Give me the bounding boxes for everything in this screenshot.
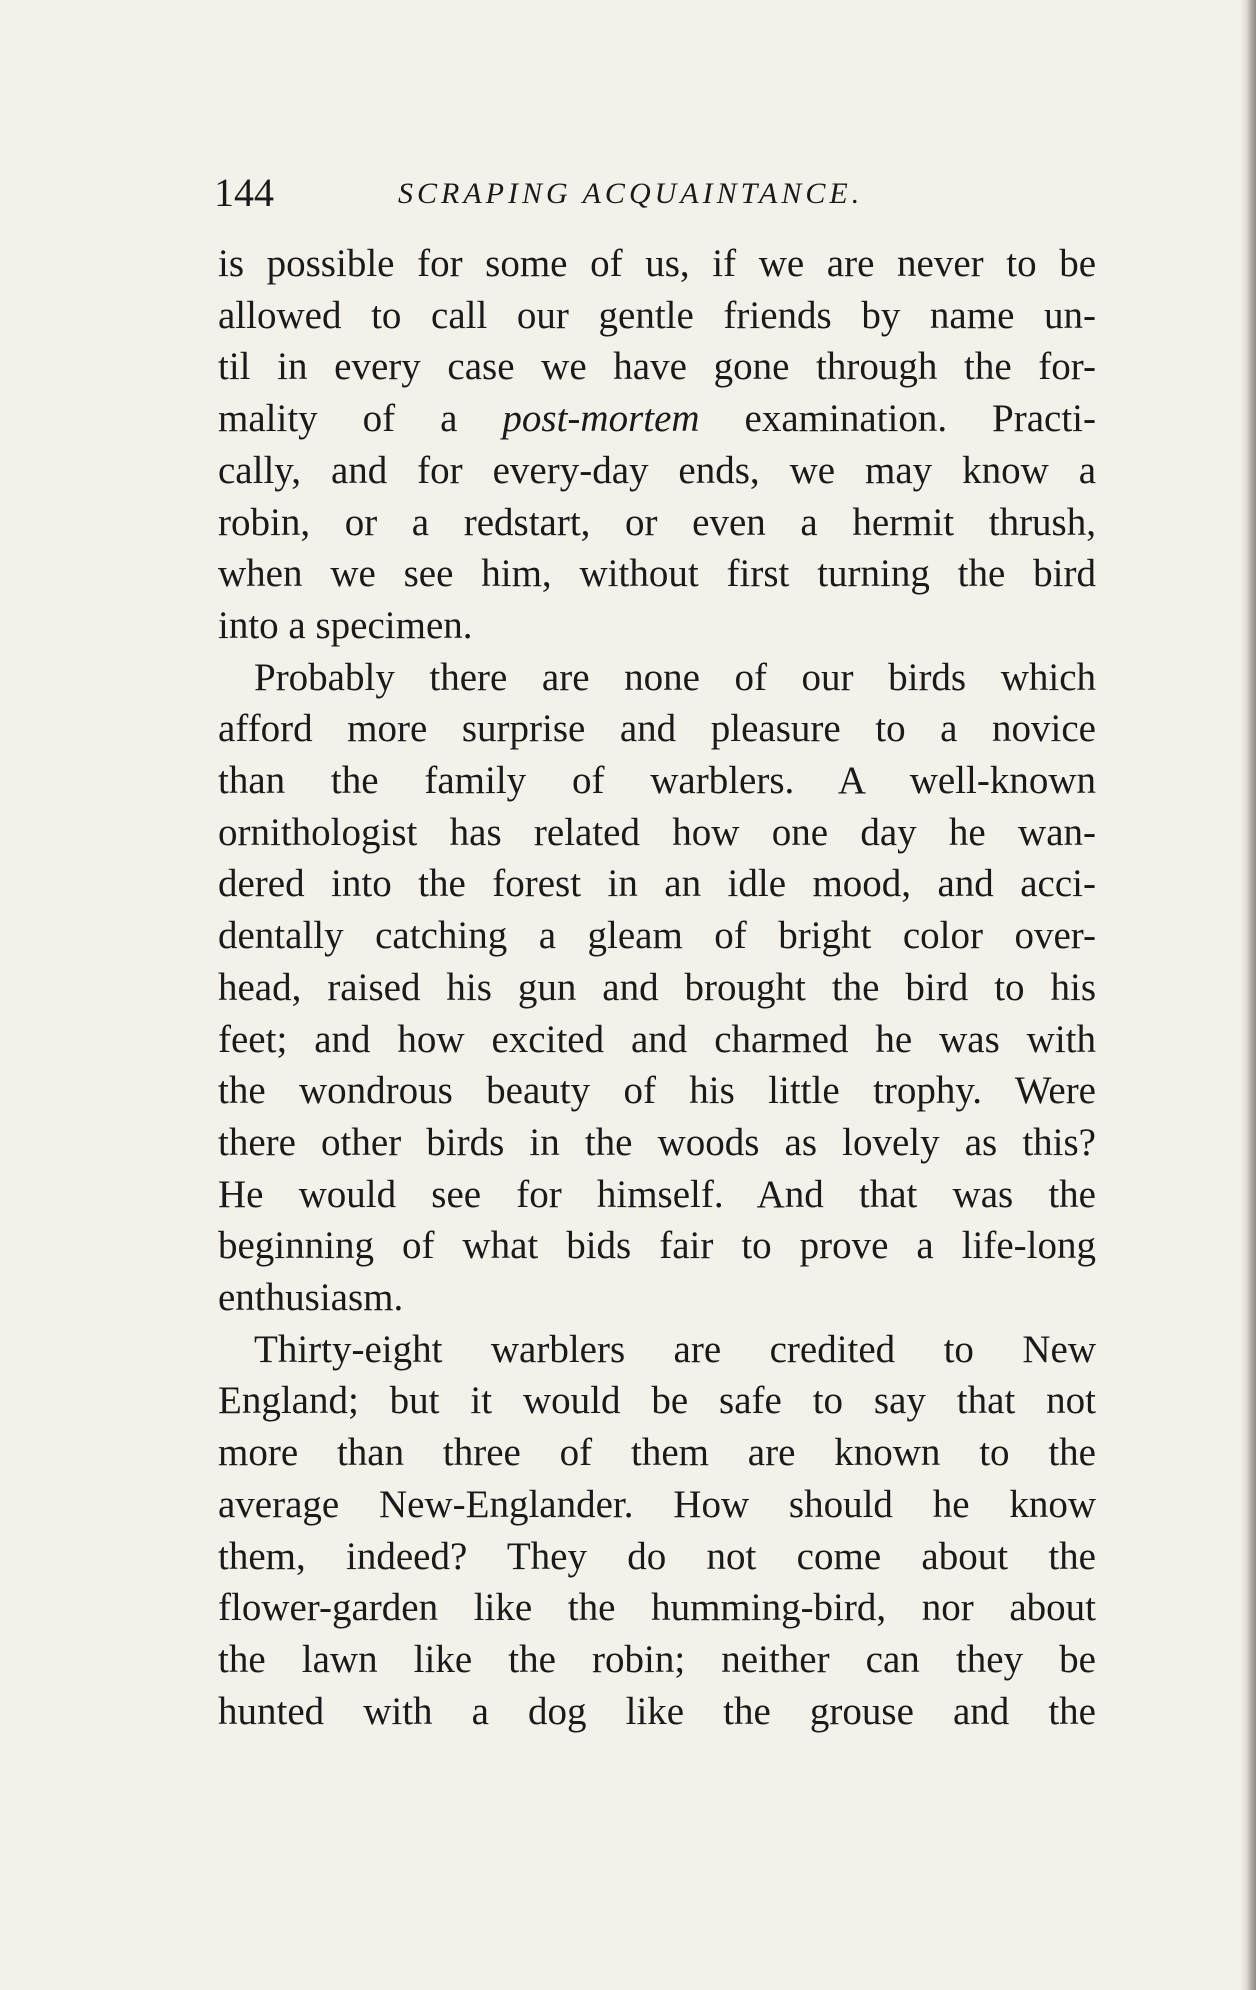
text-line: til in every case we have gone through the for- [218, 345, 1096, 389]
text-fragment: examination. Practi- [744, 397, 1097, 441]
text-line: cally, and for every-day ends, we may know a [218, 448, 1096, 492]
text-line [218, 393, 1096, 445]
text-line: England; but it would be safe to say that not [218, 1379, 1096, 1423]
text-line: the lawn like the robin; neither can they be [218, 1637, 1096, 1681]
text-line: beginning of what bids fair to prove a life-long [218, 1224, 1096, 1268]
text-line: average New-Englander. How should he know [218, 1482, 1096, 1526]
text-line: enthusiasm. [218, 1276, 404, 1320]
text-line: into a specimen. [218, 603, 473, 647]
text-line: He would see for himself. And that was the [218, 1172, 1096, 1216]
body-text [218, 238, 1096, 1737]
text-line: dentally catching a gleam of bright color over- [218, 914, 1096, 958]
text-line: ornithologist has related how one day he wan- [218, 810, 1096, 854]
text-line: hunted with a dog like the grouse and the [218, 1689, 1096, 1733]
text-line: them, indeed? They do not come about the [218, 1534, 1096, 1578]
text-line: Thirty-eight warblers are credited to New [254, 1327, 1096, 1371]
italic-term: post-mortem [502, 397, 700, 441]
text-line: the wondrous beauty of his little trophy. Were [218, 1069, 1096, 1113]
text-line: than the family of warblers. A well-known [218, 759, 1096, 803]
text-line: head, raised his gun and brought the bird to his [218, 965, 1096, 1009]
text-line: there other birds in the woods as lovely as this? [218, 1120, 1096, 1164]
text-line: more than three of them are known to the [218, 1431, 1096, 1475]
text-line: dered into the forest in an idle mood, and acci- [218, 862, 1096, 906]
running-head: SCRAPING ACQUAINTANCE. [398, 177, 864, 210]
text-line: afford more surprise and pleasure to a novice [218, 707, 1096, 751]
paragraph-2 [218, 652, 1096, 1324]
page-header [214, 168, 1094, 218]
paragraph-3 [218, 1324, 1096, 1738]
text-fragment: mality of a [218, 397, 458, 441]
text-line: robin, or a redstart, or even a hermit thrush, [218, 500, 1096, 544]
text-line: is possible for some of us, if we are never to be [218, 242, 1096, 285]
text-line: Probably there are none of our birds which [254, 655, 1096, 699]
text-line: feet; and how excited and charmed he was with [218, 1017, 1096, 1061]
text-line: allowed to call our gentle friends by name un- [218, 293, 1096, 337]
page-number: 144 [214, 170, 274, 215]
scan-page-edge [1240, 0, 1256, 1990]
text-line: flower-garden like the humming-bird, nor about [218, 1586, 1096, 1630]
paragraph-1 [218, 238, 1096, 652]
text-line: when we see him, without first turning the bird [218, 552, 1096, 596]
